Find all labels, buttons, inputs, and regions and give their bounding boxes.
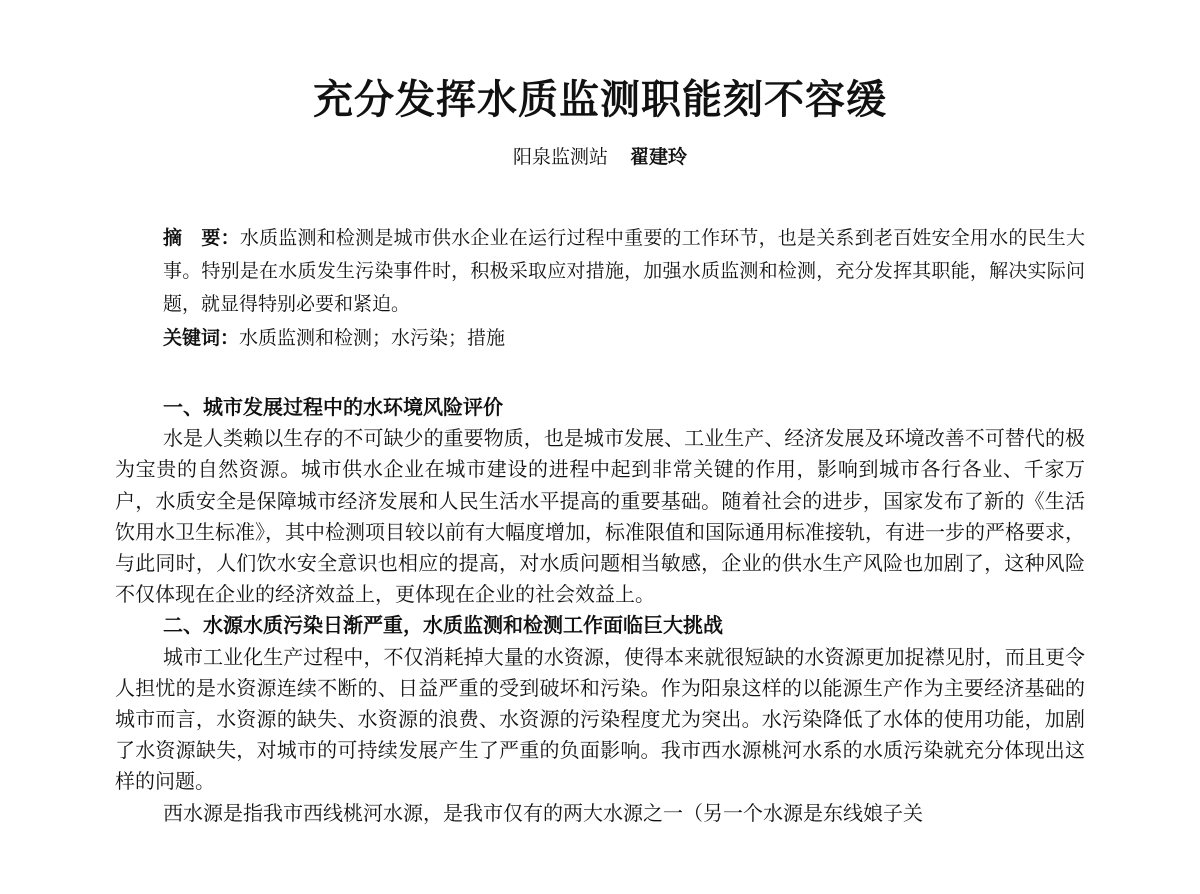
abstract-text: 水质监测和检测是城市供水企业在运行过程中重要的工作环节，也是关系到老百姓安全用水的民生大事。特别是在水质发生污染事件时，积极采取应对措施，加强水质监测和检测，充分发挥其职能，解决实际问题，就显得特别必要和紧迫。: [163, 227, 1085, 315]
byline: [0, 143, 1200, 171]
keywords-label: 关键词：: [163, 327, 240, 349]
abstract-label: 摘 要：: [163, 227, 240, 249]
section-heading: 二、水源水质污染日渐严重，水质监测和检测工作面临巨大挑战: [163, 613, 723, 638]
author-name: 翟建玲: [630, 146, 688, 168]
keywords: [115, 322, 1085, 355]
body-paragraph: 城市工业化生产过程中，不仅消耗掉大量的水资源，使得本来就很短缺的水资源更加捉襟见肘，而且更令人担忧的是水资源连续不断的、日益严重的受到破坏和污染。作为阳泉这样的以能源生产作为主要经济基础的城市而言，水资源的缺失、水资源的浪费、水资源的污染程度尤为突出。水污染降低了水体的使用功能，加剧了水资源缺失，对城市的可持续发展产生了严重的负面影响。我市西水源桃河水系的水质污染就充分体现出这样的问题。: [115, 644, 1085, 794]
abstract: [115, 222, 1085, 321]
author-affiliation: 阳泉监测站: [512, 146, 608, 168]
body-paragraph: 西水源是指我市西线桃河水源，是我市仅有的两大水源之一（另一个水源是东线娘子关: [163, 800, 923, 825]
keywords-body: [115, 322, 1085, 355]
article-title: 充分发挥水质监测职能刻不容缓: [313, 77, 887, 123]
body-paragraph: 水是人类赖以生存的不可缺少的重要物质，也是城市发展、工业生产、经济发展及环境改善不可替代的极为宝贵的自然资源。城市供水企业在城市建设的进程中起到非常关键的作用，影响到城市各行各业、千家万户，水质安全是保障城市经济发展和人民生活水平提高的重要基础。随着社会的进步，国家发布了新的《生活饮用水卫生标准》，其中检测项目较以前有大幅度增加，标准限值和国际通用标准接轨，有进一步的严格要求，与此同时，人们饮水安全意识也相应的提高，对水质问题相当敏感，企业的供水生产风险也加剧了，这种风险不仅体现在企业的经济效益上，更体现在企业的社会效益上。: [115, 426, 1085, 607]
keywords-text: 水质监测和检测；水污染；措施: [239, 327, 506, 349]
article-body: [115, 392, 1085, 829]
abstract-body: [115, 222, 1085, 321]
section-heading: 一、城市发展过程中的水环境风险评价: [163, 395, 503, 419]
